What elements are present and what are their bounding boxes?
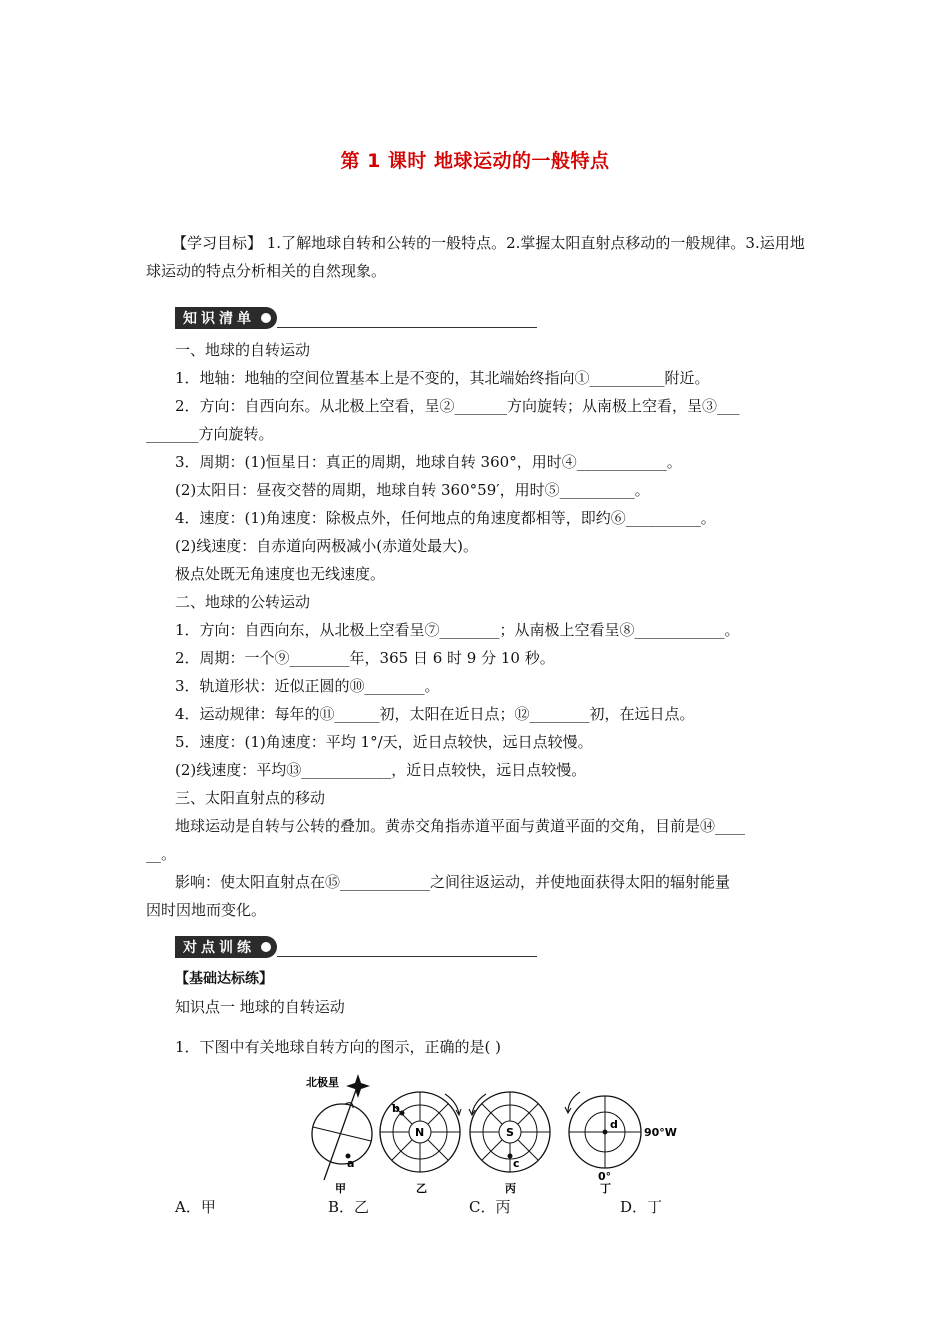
list-item: 1．方向：自西向东，从北极上空看呈⑦________；从南极上空看呈⑧____________。 xyxy=(175,621,740,639)
section-header-practice xyxy=(175,935,537,959)
list-item: 影响：使太阳直射点在⑮____________之间往返运动，并使地面获得太阳的辐射能量 xyxy=(175,873,731,891)
caption-yi: 乙 xyxy=(416,1182,427,1195)
section-tag xyxy=(175,307,277,329)
point-c xyxy=(508,1154,513,1159)
polaris-label: 北极星 xyxy=(306,1076,339,1089)
diagram-jia xyxy=(306,1074,372,1195)
heading-revolution: 二、地球的公转运动 xyxy=(175,593,311,611)
practice-section xyxy=(175,965,815,1061)
level-label: 【基础达标练】 xyxy=(175,971,273,987)
list-item: 4．运动规律：每年的⑪______初，太阳在近日点；⑫________初，在远日点。 xyxy=(175,705,695,723)
divider xyxy=(277,327,537,328)
section-tag xyxy=(175,936,277,958)
caption-ding: 丁 xyxy=(600,1182,611,1195)
section-tag-label: 对点训练 xyxy=(183,940,255,956)
option-b[interactable]: B．乙 xyxy=(328,1198,370,1216)
list-item: 3．轨道形状：近似正圆的⑩________。 xyxy=(175,677,440,695)
point-b xyxy=(400,1111,405,1116)
diagram-bing xyxy=(469,1092,550,1195)
bullet-dot-icon xyxy=(261,313,271,323)
south-pole-label: S xyxy=(506,1126,514,1139)
answer-options xyxy=(175,1193,735,1221)
polaris-star-icon xyxy=(346,1074,370,1098)
learning-objectives: 【学习目标】 1.了解地球自转和公转的一般特点。2.掌握太阳直射点移动的一般规律。3.运用地球运动的特点分析相关的自然现象。 xyxy=(146,234,805,280)
rotation-diagrams-figure xyxy=(300,1072,690,1197)
heading-subsolar-point: 三、太阳直射点的移动 xyxy=(175,789,326,807)
list-item: 3．周期：(1)恒星日：真正的周期，地球自转 360°，用时④____________。 xyxy=(175,453,682,471)
list-item-continuation: _______方向旋转。 xyxy=(146,425,274,443)
caption-bing: 丙 xyxy=(505,1182,516,1195)
list-item-continuation: __。 xyxy=(146,845,177,863)
point-c-label: c xyxy=(513,1157,520,1170)
option-c[interactable]: C．丙 xyxy=(469,1198,511,1216)
list-item: 2．周期：一个⑨________年，365 日 6 时 9 分 10 秒。 xyxy=(175,649,555,667)
diagram-ding xyxy=(565,1092,677,1195)
option-a[interactable]: A．甲 xyxy=(175,1198,216,1216)
question-text: 1．下图中有关地球自转方向的图示，正确的是( ) xyxy=(175,1038,502,1056)
topic-label: 知识点一 地球的自转运动 xyxy=(175,998,345,1016)
heading-rotation: 一、地球的自转运动 xyxy=(175,341,311,359)
diagram-yi xyxy=(380,1092,461,1195)
divider xyxy=(277,956,537,957)
point-d-label: d xyxy=(610,1118,618,1131)
pole-point xyxy=(603,1130,608,1135)
section-tag-label: 知识清单 xyxy=(183,311,255,327)
list-item: 极点处既无角速度也无线速度。 xyxy=(175,565,386,583)
list-item: 地球运动是自转与公转的叠加。黄赤交角指赤道平面与黄道平面的交角，目前是⑭____ xyxy=(175,817,746,835)
caption-jia: 甲 xyxy=(335,1182,346,1195)
list-item-continuation: 因时因地而变化。 xyxy=(146,901,267,919)
list-item: 1．地轴：地轴的空间位置基本上是不变的，其北端始终指向①__________附近。 xyxy=(175,369,710,387)
list-item: (2)线速度：自赤道向两极减小(赤道处最大)。 xyxy=(175,537,478,555)
option-d[interactable]: D．丁 xyxy=(620,1198,663,1216)
point-a-label: a xyxy=(347,1157,355,1170)
list-item: (2)太阳日：昼夜交替的周期，地球自转 360°59′，用时⑤__________。 xyxy=(175,481,650,499)
bullet-dot-icon xyxy=(261,942,271,952)
longitude-0-label: 0° xyxy=(598,1170,612,1183)
point-b-label: b xyxy=(392,1102,400,1115)
section-header-knowledge xyxy=(175,306,537,330)
list-item: (2)线速度：平均⑬____________，近日点较快，远日点较慢。 xyxy=(175,761,587,779)
north-pole-label: N xyxy=(415,1126,425,1139)
list-item: 5．速度：(1)角速度：平均 1°/天，近日点较快，远日点较慢。 xyxy=(175,733,593,751)
longitude-90w-label: 90°W xyxy=(644,1126,677,1139)
page-title: 第 1 课时 地球运动的一般特点 xyxy=(340,150,610,172)
list-item: 4．速度：(1)角速度：除极点外，任何地点的角速度都相等，即约⑥__________。 xyxy=(175,509,716,527)
list-item: 2．方向：自西向东。从北极上空看，呈②_______方向旋转；从南极上空看，呈③___ xyxy=(175,397,740,415)
knowledge-list xyxy=(146,336,815,924)
